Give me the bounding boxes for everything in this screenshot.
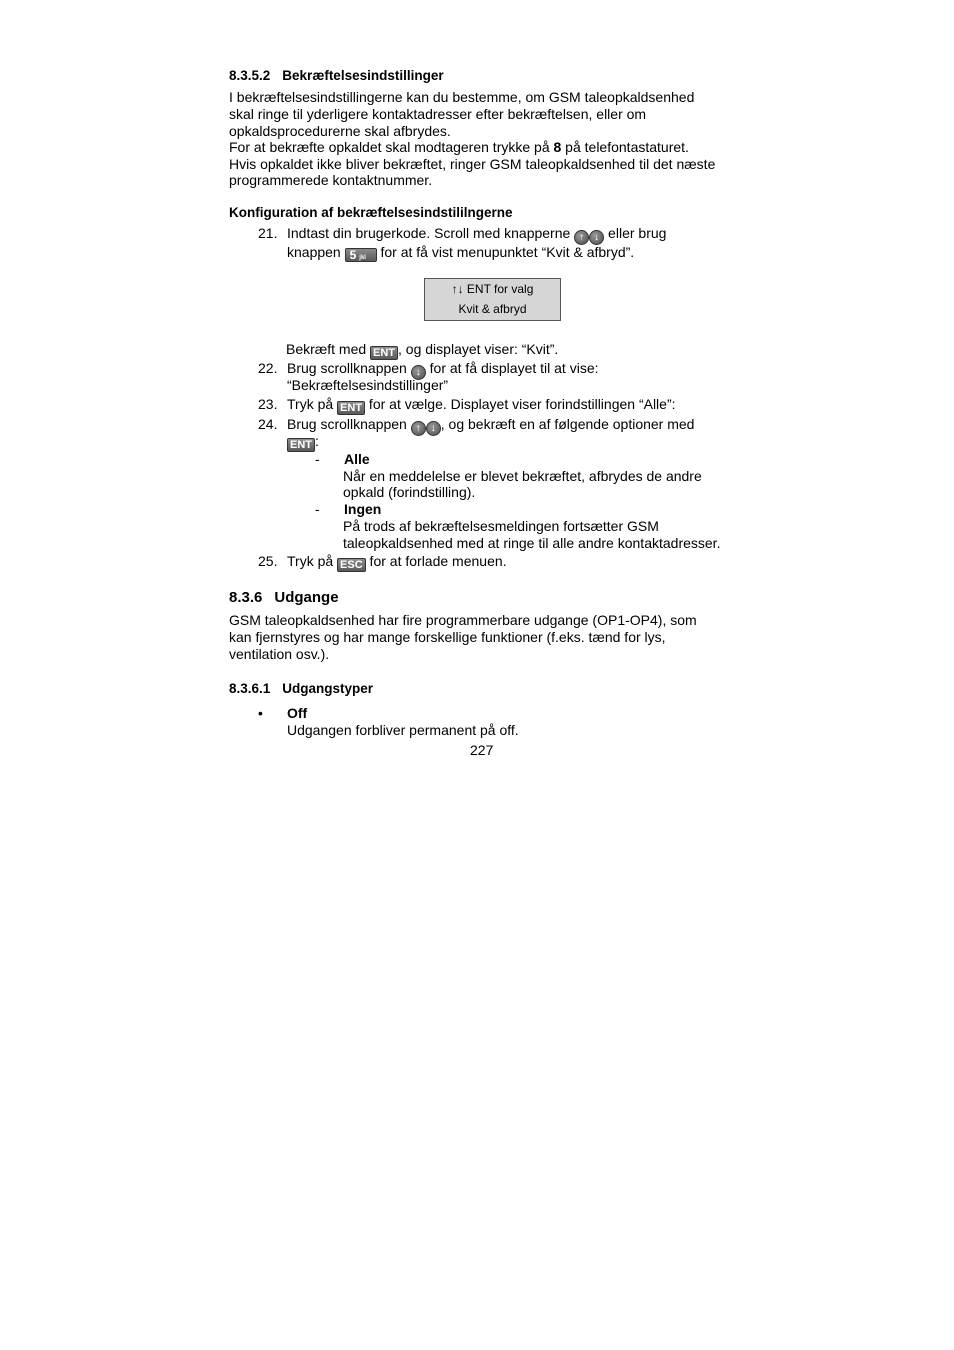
step-number: 25. (258, 553, 278, 569)
step-21-line-2: knappen 5 jkl for at få vist menupunktet “Kvit & afbryd”. (287, 244, 635, 262)
key-5-icon: 5 jkl (345, 248, 377, 262)
section-heading-836: 8.3.6 Udgange (229, 589, 339, 606)
section-heading-8352: 8.3.5.2 Bekræftelsesindstillinger (229, 68, 444, 83)
bullet-name: Off (287, 705, 308, 721)
arrow-up-key-icon: ↑ (574, 230, 589, 245)
option-dash: - (315, 451, 320, 467)
confirm-instruction: For at bekræfte opkaldet skal modtageren trykke på 8 på telefontastaturet. (229, 139, 689, 155)
option-desc: taleopkaldsenhed med at ringe til alle andre kontaktadresser. (343, 535, 721, 551)
bullet-desc: Udgangen forbliver permanent på off. (287, 722, 519, 738)
ent-key-icon: ENT (337, 401, 365, 415)
section-heading-8361: 8.3.6.1 Udgangstyper (229, 681, 374, 696)
option-dash: - (315, 501, 320, 517)
bullet-icon: • (258, 705, 263, 721)
lcd-line-2: Kvit & afbryd (458, 302, 527, 316)
ent-key-icon: ENT (287, 438, 315, 452)
option-name: Ingen (344, 501, 382, 517)
option-name: Alle (344, 451, 370, 467)
step-24-line-2: ENT : (287, 433, 319, 452)
not-confirmed-line: programmerede kontaktnummer. (229, 172, 433, 188)
step-25-line: Tryk på ESC for at forlade menuen. (287, 553, 507, 571)
esc-key-icon: ESC (337, 558, 366, 572)
arrow-down-key-icon: ↓ (411, 365, 426, 380)
lcd-line-1: ↑↓ ENT for valg (451, 282, 534, 296)
option-desc: Når en meddelelse er blevet bekræftet, afbrydes de andre (343, 468, 702, 484)
config-heading: Konfiguration af bekræftelsesindstililngerne (229, 205, 513, 220)
outputs-line: ventilation osv.). (229, 646, 330, 662)
confirm-with-line: Bekræft med ENT , og displayet viser: “Kvit”. (286, 341, 559, 359)
step-23-line: Tryk på ENT for at vælge. Displayet viser forindstillingen “Alle”: (287, 396, 676, 414)
outputs-line: kan fjernstyres og har mange forskellige funktioner (f.eks. tænd for lys, (229, 629, 666, 645)
page-number: 227 (470, 742, 494, 758)
intro-line: I bekræftelsesindstillingerne kan du bestemme, om GSM taleopkaldsenhed (229, 89, 695, 105)
intro-line: skal ringe til yderligere kontaktadresser efter bekræftelsen, eller om (229, 106, 647, 122)
lcd-display (424, 278, 561, 321)
step-22-line-2: “Bekræftelsesindstillinger” (287, 377, 449, 393)
ent-key-icon: ENT (370, 346, 398, 360)
step-22-line-1: Brug scrollknappen ↓ for at få displayet til at vise: (287, 360, 599, 378)
option-desc: opkald (forindstilling). (343, 484, 476, 500)
arrow-up-key-icon: ↑ (411, 421, 426, 436)
not-confirmed-line: Hvis opkaldet ikke bliver bekræftet, ringer GSM taleopkaldsenhed til det næste (229, 156, 716, 172)
step-number: 22. (258, 360, 278, 376)
step-21-line-1: Indtast din brugerkode. Scroll med knapperne ↑ ↓ eller brug (287, 225, 667, 243)
step-number: 23. (258, 396, 278, 412)
step-number: 21. (258, 225, 278, 241)
intro-line: opkaldsprocedurerne skal afbrydes. (229, 123, 451, 139)
step-number: 24. (258, 416, 278, 432)
arrow-down-key-icon: ↓ (426, 421, 441, 436)
arrow-down-key-icon: ↓ (589, 230, 604, 245)
option-desc: På trods af bekræftelsesmeldingen fortsætter GSM (343, 518, 659, 534)
outputs-line: GSM taleopkaldsenhed har fire programmerbare udgange (OP1-OP4), som (229, 612, 697, 628)
step-24-line-1: Brug scrollknappen ↑ ↓ , og bekræft en af følgende optioner med (287, 416, 695, 434)
